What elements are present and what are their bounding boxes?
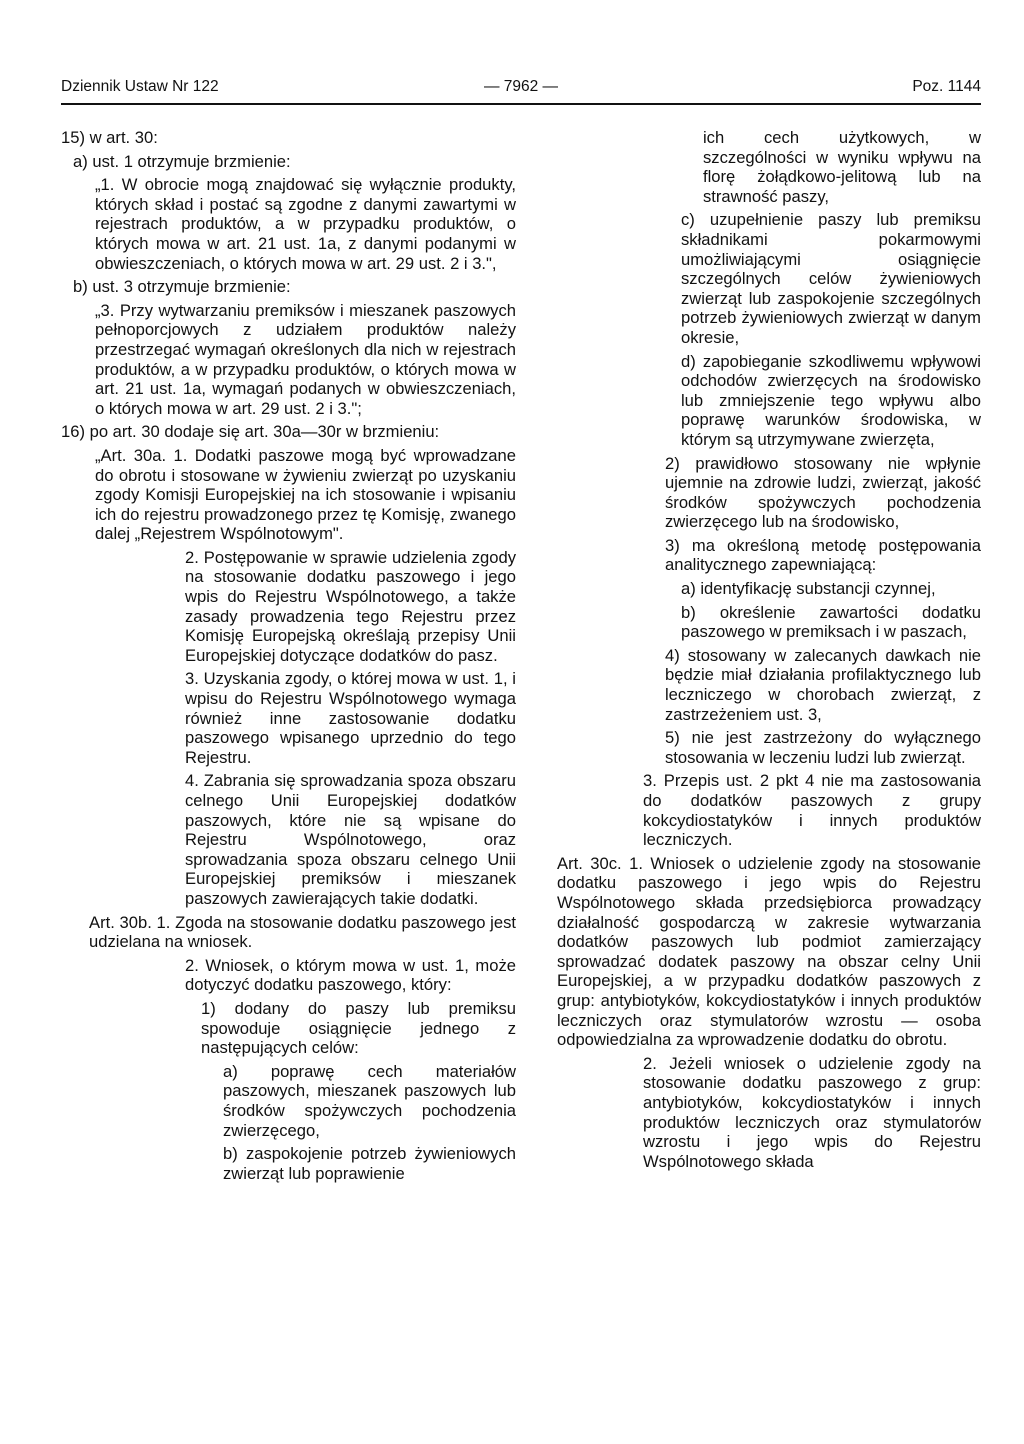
paragraph: 3) ma określoną metodę postępowania analitycznego zapewniającą: [665, 535, 981, 575]
paragraph: b) określenie zawartości dodatku paszowego w premiksach i w paszach, [681, 602, 981, 642]
paragraph: 2. Postępowanie w sprawie udzielenia zgody na stosowanie dodatku paszowego i jego wpis do Rejestru Wspólnotowego, a także zasady prowadzenia tego Rejestru przez Komisję Europejską określają przepisy Unii Europejskiej dotyczące dodatków do pasz. [185, 547, 516, 665]
paragraph: 4) stosowany w zalecanych dawkach nie będzie miał działania profilaktycznego lub leczniczego w chorobach zwierząt, z zastrzeżeniem ust. 3, [665, 645, 981, 724]
paragraph: 3. Uzyskania zgody, o której mowa w ust. 1, i wpisu do Rejestru Wspólnotowego wymaga również inne zastosowanie dodatku paszowego wpisanego uprzednio do tego Rejestru. [185, 669, 516, 767]
paragraph: d) zapobieganie szkodliwemu wpływowi odchodów zwierzęcych na środowisko lub zmniejszenie tego wpływu albo poprawę warunków środowiska, w którym są utrzymywane zwierzęta, [681, 351, 981, 449]
paragraph: 2. Jeżeli wniosek o udzielenie zgody na stosowanie dodatku paszowego z grup: antybiotyków, kokcydiostatyków i innych produktów leczniczych oraz stymulatorów wzrostu i jego wpis do Rejestru Wspólnotowego składa [643, 1053, 981, 1171]
right-column [557, 128, 981, 1175]
left-column [61, 128, 516, 1187]
header-rule [61, 103, 981, 105]
paragraph: a) poprawę cech materiałów paszowych, mieszanek paszowych lub środków spożywczych pochodzenia zwierzęcego, [223, 1061, 516, 1140]
paragraph: a) ust. 1 otrzymuje brzmienie: [73, 151, 291, 171]
paragraph: 2) prawidłowo stosowany nie wpłynie ujemnie na zdrowie ludzi, zwierząt, jakość środków spożywczych pochodzenia zwierzęcego lub na środowisko, [665, 453, 981, 532]
paragraph: a) identyfikację substancji czynnej, [681, 579, 936, 599]
paragraph: Art. 30c. 1. Wniosek o udzielenie zgody na stosowanie dodatku paszowego i jego wpis do Rejestru Wspólnotowego składa przedsiębiorca prowadzący działalność gospodarczą w zakresie wytwarzania dodatków paszowych lub podmiot zamierzający sprowadzać dodatek paszowy na obszar celny Unii Europejskiej, a w przypadku dodatków paszowych z grup: antybiotyków, kokcydiostatyków i innych produktów leczniczych oraz stymulatorów wzrostu — osoba odpowiedzialna za wprowadzenie dodatku do obrotu. [557, 853, 981, 1050]
paragraph: ich cech użytkowych, w szczególności w wyniku wpływu na florę żołądkowo-jelitową lub na strawność paszy, [703, 128, 981, 206]
paragraph: 1) dodany do paszy lub premiksu spowoduje osiągnięcie jednego z następujących celów: [201, 998, 516, 1058]
paragraph: b) zaspokojenie potrzeb żywieniowych zwierząt lub poprawienie [223, 1144, 516, 1183]
paragraph: 4. Zabrania się sprowadzania spoza obszaru celnego Unii Europejskiej dodatków paszowych, które nie są wpisane do Rejestru Wspólnotowego, oraz sprowadzania spoza obszaru celnego Unii Europejskiej premiksów i mieszanek paszowych zawierających takie dodatki. [185, 771, 516, 908]
paragraph: 15) w art. 30: [61, 128, 158, 147]
paragraph: 16) po art. 30 dodaje się art. 30a—30r w brzmieniu: [61, 422, 440, 442]
paragraph: 3. Przepis ust. 2 pkt 4 nie ma zastosowania do dodatków paszowych z grupy kokcydiostatyków i innych produktów leczniczych. [643, 771, 981, 850]
position-number: Poz. 1144 [912, 78, 981, 95]
paragraph: c) uzupełnienie paszy lub premiksu składnikami pokarmowymi umożliwiającymi osiągnięcie szczególnych celów żywieniowych zwierząt lub zaspokojenie szczególnych potrzeb żywieniowych zwierząt w danym okresie, [681, 210, 981, 347]
journal-title: Dziennik Ustaw Nr 122 [61, 78, 219, 95]
paragraph: b) ust. 3 otrzymuje brzmienie: [73, 277, 291, 297]
page-number: — 7962 — [483, 78, 559, 95]
paragraph: Art. 30b. 1. Zgoda na stosowanie dodatku paszowego jest udzielana na wniosek. [89, 912, 516, 952]
paragraph: „Art. 30a. 1. Dodatki paszowe mogą być wprowadzane do obrotu i stosowane w żywieniu zwierząt po uzyskaniu zgody Komisji Europejskiej na ich stosowanie i wpisaniu ich do rejestru prowadzonego przez tę Komisję, zwanego dalej „Rejestrem Wspólnotowym". [95, 445, 516, 544]
paragraph: „1. W obrocie mogą znajdować się wyłącznie produkty, których skład i postać są zgodne z danymi zawartymi w rejestrach produktów, a w przypadku produktów, o których mowa w art. 21 ust. 1a, z danymi podanymi w obwieszczeniach, o których mowa w art. 29 ust. 2 i 3.", [95, 175, 516, 273]
paragraph: 5) nie jest zastrzeżony do wyłącznego stosowania w leczeniu ludzi lub zwierząt. [665, 728, 981, 767]
page-header [61, 78, 981, 102]
paragraph: 2. Wniosek, o którym mowa w ust. 1, może dotyczyć dodatku paszowego, który: [185, 955, 516, 995]
paragraph: „3. Przy wytwarzaniu premiksów i mieszanek paszowych pełnoporcjowych z udziałem produktów należy przestrzegać wymagań określonych dla nich w rejestrach produktów, a w przypadku produktów, o których mowa w art. 21 ust. 1a, wymagań podanych w obwieszczeniach, o których mowa w art. 29 ust. 2 i 3."; [95, 300, 516, 418]
